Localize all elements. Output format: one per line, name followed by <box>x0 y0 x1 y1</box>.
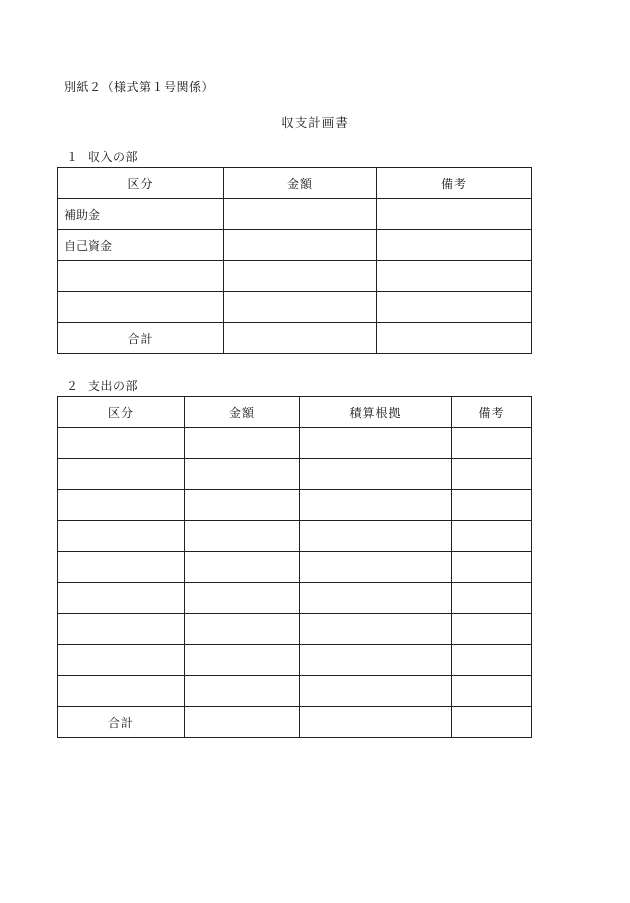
expense-section-heading <box>66 377 138 394</box>
income-header-remarks: 備考 <box>377 168 532 199</box>
expense-header-amount: 金額 <box>185 397 300 428</box>
income-amount-cell[interactable] <box>224 292 377 323</box>
expense-amount-cell[interactable] <box>185 428 300 459</box>
expense-category-cell[interactable] <box>58 490 185 521</box>
income-total-label: 合計 <box>58 323 224 354</box>
expense-amount-cell[interactable] <box>185 552 300 583</box>
expense-amount-cell[interactable] <box>185 490 300 521</box>
table-row <box>58 645 532 676</box>
expense-total-basis-cell[interactable] <box>300 707 452 738</box>
expense-amount-cell[interactable] <box>185 645 300 676</box>
expense-header-row <box>58 397 532 428</box>
income-category-cell[interactable] <box>58 261 224 292</box>
table-row <box>58 676 532 707</box>
expense-basis-cell[interactable] <box>300 614 452 645</box>
income-amount-cell[interactable] <box>224 199 377 230</box>
table-row <box>58 292 532 323</box>
table-row <box>58 490 532 521</box>
income-total-amount-cell[interactable] <box>224 323 377 354</box>
expense-section-title: 支出の部 <box>88 379 139 393</box>
expense-total-label: 合計 <box>58 707 185 738</box>
expense-table <box>57 396 532 738</box>
expense-remarks-cell[interactable] <box>452 645 532 676</box>
income-remarks-cell[interactable] <box>377 199 532 230</box>
attachment-label: 別紙２（様式第１号関係） <box>64 80 215 94</box>
table-row <box>58 583 532 614</box>
expense-category-cell[interactable] <box>58 645 185 676</box>
income-category-cell[interactable] <box>58 292 224 323</box>
expense-category-cell[interactable] <box>58 459 185 490</box>
income-total-remarks-cell[interactable] <box>377 323 532 354</box>
income-header-category: 区分 <box>58 168 224 199</box>
income-remarks-cell[interactable] <box>377 292 532 323</box>
expense-amount-cell[interactable] <box>185 583 300 614</box>
expense-header-remarks: 備考 <box>452 397 532 428</box>
expense-total-row <box>58 707 532 738</box>
expense-total-amount-cell[interactable] <box>185 707 300 738</box>
expense-basis-cell[interactable] <box>300 583 452 614</box>
expense-total-remarks-cell[interactable] <box>452 707 532 738</box>
expense-table-body <box>58 428 532 738</box>
income-section-heading <box>66 148 138 165</box>
income-remarks-cell[interactable] <box>377 261 532 292</box>
expense-basis-cell[interactable] <box>300 552 452 583</box>
expense-section-number: ２ <box>66 379 79 393</box>
expense-header-basis: 積算根拠 <box>300 397 452 428</box>
expense-basis-cell[interactable] <box>300 521 452 552</box>
table-row <box>58 614 532 645</box>
expense-basis-cell[interactable] <box>300 428 452 459</box>
income-header-row <box>58 168 532 199</box>
expense-basis-cell[interactable] <box>300 490 452 521</box>
table-row <box>58 521 532 552</box>
income-amount-cell[interactable] <box>224 230 377 261</box>
expense-category-cell[interactable] <box>58 552 185 583</box>
expense-basis-cell[interactable] <box>300 459 452 490</box>
expense-remarks-cell[interactable] <box>452 614 532 645</box>
income-section-title: 収入の部 <box>88 150 139 164</box>
income-category-cell[interactable]: 補助金 <box>58 199 224 230</box>
expense-amount-cell[interactable] <box>185 521 300 552</box>
expense-header-category: 区分 <box>58 397 185 428</box>
expense-remarks-cell[interactable] <box>452 676 532 707</box>
table-row <box>58 230 532 261</box>
expense-remarks-cell[interactable] <box>452 428 532 459</box>
income-amount-cell[interactable] <box>224 261 377 292</box>
expense-category-cell[interactable] <box>58 521 185 552</box>
table-row <box>58 552 532 583</box>
expense-remarks-cell[interactable] <box>452 521 532 552</box>
expense-remarks-cell[interactable] <box>452 459 532 490</box>
income-category-cell[interactable]: 自己資金 <box>58 230 224 261</box>
expense-basis-cell[interactable] <box>300 645 452 676</box>
expense-amount-cell[interactable] <box>185 614 300 645</box>
expense-remarks-cell[interactable] <box>452 583 532 614</box>
table-row <box>58 459 532 490</box>
income-table <box>57 167 532 354</box>
table-row <box>58 261 532 292</box>
expense-basis-cell[interactable] <box>300 676 452 707</box>
expense-category-cell[interactable] <box>58 676 185 707</box>
income-section-number: １ <box>66 150 79 164</box>
table-row <box>58 199 532 230</box>
expense-category-cell[interactable] <box>58 614 185 645</box>
income-total-row <box>58 323 532 354</box>
income-header-amount: 金額 <box>224 168 377 199</box>
table-row <box>58 428 532 459</box>
expense-amount-cell[interactable] <box>185 676 300 707</box>
document-title: 収支計画書 <box>281 115 349 130</box>
expense-amount-cell[interactable] <box>185 459 300 490</box>
expense-remarks-cell[interactable] <box>452 490 532 521</box>
expense-category-cell[interactable] <box>58 583 185 614</box>
expense-remarks-cell[interactable] <box>452 552 532 583</box>
income-remarks-cell[interactable] <box>377 230 532 261</box>
expense-category-cell[interactable] <box>58 428 185 459</box>
